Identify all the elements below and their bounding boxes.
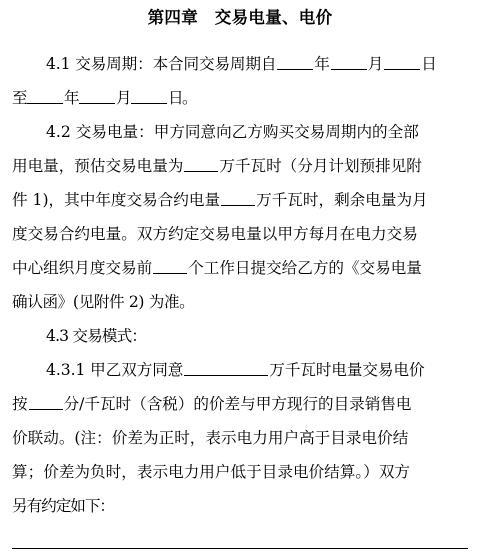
clause-4-2-line-4: 度交易合约电量。双方约定交易电量以甲方每月在电力交易 (12, 225, 418, 243)
blank-workdays[interactable] (153, 257, 187, 274)
clause-text: 月 (116, 89, 130, 107)
clause-text: 万千瓦时（分月计划预排见附 (219, 157, 422, 175)
clause-4-3-1-line-5: 另有约定如下： (12, 497, 114, 515)
clause-text: 4.3.1 甲乙双方同意 (46, 361, 184, 379)
blank-end-month[interactable] (79, 87, 115, 104)
clause-text: 中心组织月度交易前 (12, 259, 153, 277)
clause-text: 年 (314, 55, 330, 73)
clause-text: 件 1)，其中年度交易合约电量 (12, 191, 221, 209)
blank-agreed-volume[interactable] (184, 359, 268, 376)
blank-annual-volume[interactable] (221, 189, 255, 206)
blank-end-year[interactable] (27, 87, 63, 104)
blank-start-day[interactable] (384, 53, 420, 70)
clause-text: 用电量，预估交易电量为 (12, 157, 184, 175)
blank-start-month[interactable] (331, 53, 367, 70)
clause-4-1-line-2 (0, 86, 480, 110)
clause-4-3-1-line-4: 算；价差为负时，表示电力用户低于目录电价结算。）双方 (12, 463, 411, 481)
clause-text: 按 (12, 395, 28, 413)
clause-4-2-line-1: 4.2 交易电量：甲方同意向乙方购买交易周期内的全部 (46, 123, 419, 141)
clause-4-2-line-5 (0, 256, 480, 280)
clause-4-3-heading: 4.3 交易模式： (46, 327, 147, 345)
blank-start-year[interactable] (277, 53, 313, 70)
clause-text: 月 (367, 55, 384, 73)
clause-4-2-line-3 (0, 188, 480, 212)
clause-4-2-line-6: 确认函》(见附件 2) 为准。 (12, 293, 195, 311)
clause-text: 年 (64, 89, 78, 107)
clause-4-3-1-line-3: 价联动。(注：价差为正时，表示电力用户高于目录电价结 (12, 429, 409, 447)
clause-text: 万千瓦时，剩余电量为月 (256, 191, 428, 209)
clause-text: 日。 (168, 89, 196, 107)
clause-text: 至 (12, 89, 26, 107)
chapter-title: 第四章 交易电量、电价 (147, 8, 333, 27)
fill-in-line[interactable] (12, 548, 468, 549)
clause-text: 万千瓦时电量交易电价 (269, 361, 425, 379)
clause-4-3-1-line-1 (0, 358, 480, 382)
blank-price-spread[interactable] (29, 393, 63, 410)
clause-text: 分/千瓦时（含税）的价差与甲方现行的目录销售电 (63, 395, 412, 413)
clause-text: 4.1 交易周期：本合同交易周期自 (46, 55, 277, 73)
clause-text: 日 (421, 55, 437, 73)
clause-4-1-line-1 (0, 52, 480, 76)
blank-end-day[interactable] (131, 87, 167, 104)
clause-4-3-1-line-2 (0, 392, 480, 416)
clause-text: 个工作日提交给乙方的《交易电量 (188, 259, 422, 277)
clause-4-2-line-2 (0, 154, 480, 178)
blank-estimated-volume[interactable] (184, 155, 218, 172)
